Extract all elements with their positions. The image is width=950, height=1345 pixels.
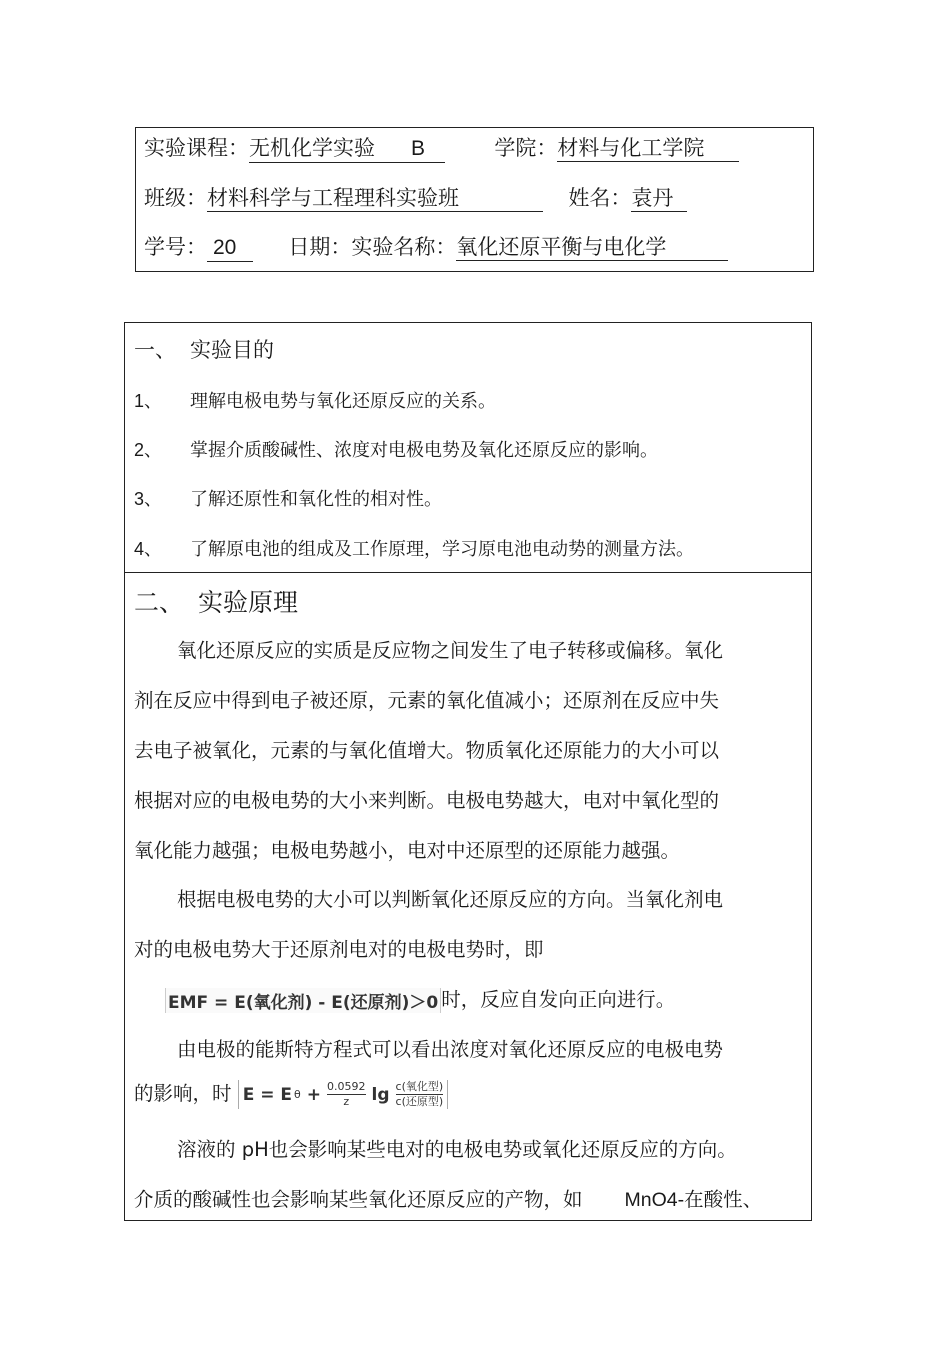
nernst-plus: + bbox=[306, 1084, 322, 1105]
principle-heading-num: 二、 bbox=[134, 588, 185, 617]
info-table bbox=[135, 127, 814, 272]
class-row bbox=[144, 182, 687, 212]
date-label: 日期： bbox=[288, 235, 352, 259]
principle-line: 对的电极电势大于还原剂电对的电极电势时，即 bbox=[134, 938, 544, 961]
exp-label: 实验名称： bbox=[351, 235, 457, 259]
principle-line: 根据对应的电极电势的大小来判断。电极电势越大，电对中氧化型的 bbox=[134, 789, 720, 812]
principle-heading bbox=[134, 583, 298, 619]
objective-text: 了解原电池的组成及工作原理，学习原电池电动势的测量方法。 bbox=[190, 539, 694, 560]
objective-text: 理解电极电势与氧化还原反应的关系。 bbox=[190, 391, 496, 412]
objectives-heading-title: 实验目的 bbox=[190, 338, 274, 362]
principle-line: 去电子被氧化，元素的与氧化值增大。物质氧化还原能力的大小可以 bbox=[134, 739, 720, 762]
objectives-heading-num: 一、 bbox=[134, 338, 176, 362]
objective-num: 3、 bbox=[134, 489, 163, 509]
principle-line: 根据电极电势的大小可以判断氧化还原反应的方向。当氧化剂电 bbox=[177, 888, 724, 911]
objective-num: 1、 bbox=[134, 391, 163, 411]
course-field bbox=[249, 135, 445, 163]
principle-heading-title: 实验原理 bbox=[198, 588, 299, 617]
nernst-coefficient bbox=[327, 1080, 366, 1109]
nernst-coef-num: 0.0592 bbox=[327, 1080, 366, 1093]
emf-formula: EMF = E(氧化剂) - E(还原剂)＞0 bbox=[165, 988, 441, 1013]
class-value: 材料科学与工程理科实验班 bbox=[207, 185, 543, 212]
name-value: 袁丹 bbox=[631, 185, 687, 212]
course-label: 实验课程： bbox=[144, 136, 249, 160]
objectives-section bbox=[124, 322, 812, 573]
principle-line: 剂在反应中得到电子被还原，元素的氧化值减小；还原剂在反应中失 bbox=[134, 689, 720, 712]
objective-item bbox=[134, 535, 694, 561]
nernst-theta: θ bbox=[294, 1088, 301, 1101]
ph-line-2-text: 介质的酸碱性也会影响某些氧化还原反应的产物，如 bbox=[134, 1188, 583, 1211]
class-label: 班级： bbox=[144, 186, 207, 210]
objective-item bbox=[134, 436, 658, 462]
ph-line-2-end: 在酸性、 bbox=[684, 1188, 763, 1211]
objective-item bbox=[134, 387, 496, 413]
nernst-equation bbox=[238, 1080, 448, 1109]
objective-num: 4、 bbox=[134, 539, 163, 559]
ph-line: 溶液的 pH也会影响某些电对的电极电势或氧化还原反应的方向。 bbox=[177, 1138, 737, 1161]
exp-value: 氧化还原平衡与电化学 bbox=[456, 234, 728, 261]
objective-text: 了解还原性和氧化性的相对性。 bbox=[190, 489, 442, 510]
name-label: 姓名： bbox=[568, 186, 632, 210]
nernst-ratio-den: c(还原型) bbox=[395, 1095, 444, 1108]
emf-line bbox=[165, 984, 675, 1013]
nernst-lg: lg bbox=[371, 1084, 390, 1105]
objective-item bbox=[134, 485, 442, 511]
id-label: 学号： bbox=[144, 235, 207, 259]
principle-section bbox=[124, 572, 812, 1221]
emf-suffix: 时，反应自发向正向进行。 bbox=[441, 988, 676, 1011]
nernst-ratio-num: c(氧化型) bbox=[395, 1080, 444, 1093]
nernst-coef-den: z bbox=[343, 1095, 350, 1108]
objective-num: 2、 bbox=[134, 440, 163, 460]
nernst-intro: 由电极的能斯特方程式可以看出浓度对氧化还原反应的电极电势 bbox=[177, 1038, 724, 1061]
nernst-lhs: E = E bbox=[242, 1084, 293, 1105]
course-value: 无机化学实验 bbox=[249, 136, 375, 160]
id-row bbox=[144, 231, 728, 262]
course-row bbox=[144, 132, 739, 163]
college-label: 学院： bbox=[494, 136, 558, 160]
nernst-prefix: 的影响，时 bbox=[134, 1082, 232, 1105]
principle-line: 氧化能力越强；电极电势越小，电对中还原型的还原能力越强。 bbox=[134, 839, 681, 862]
course-grade: B bbox=[411, 137, 426, 160]
mno4-formula: MnO4- bbox=[624, 1189, 685, 1211]
id-value: 20 bbox=[207, 235, 253, 262]
college-value: 材料与化工学院 bbox=[557, 135, 739, 162]
principle-line: 氧化还原反应的实质是反应物之间发生了电子转移或偏移。氧化 bbox=[177, 639, 724, 662]
nernst-ratio bbox=[396, 1080, 444, 1109]
nernst-line bbox=[134, 1078, 448, 1109]
objective-text: 掌握介质酸碱性、浓度对电极电势及氧化还原反应的影响。 bbox=[190, 440, 658, 461]
ph-line-2 bbox=[134, 1184, 762, 1212]
objectives-heading bbox=[134, 334, 274, 364]
